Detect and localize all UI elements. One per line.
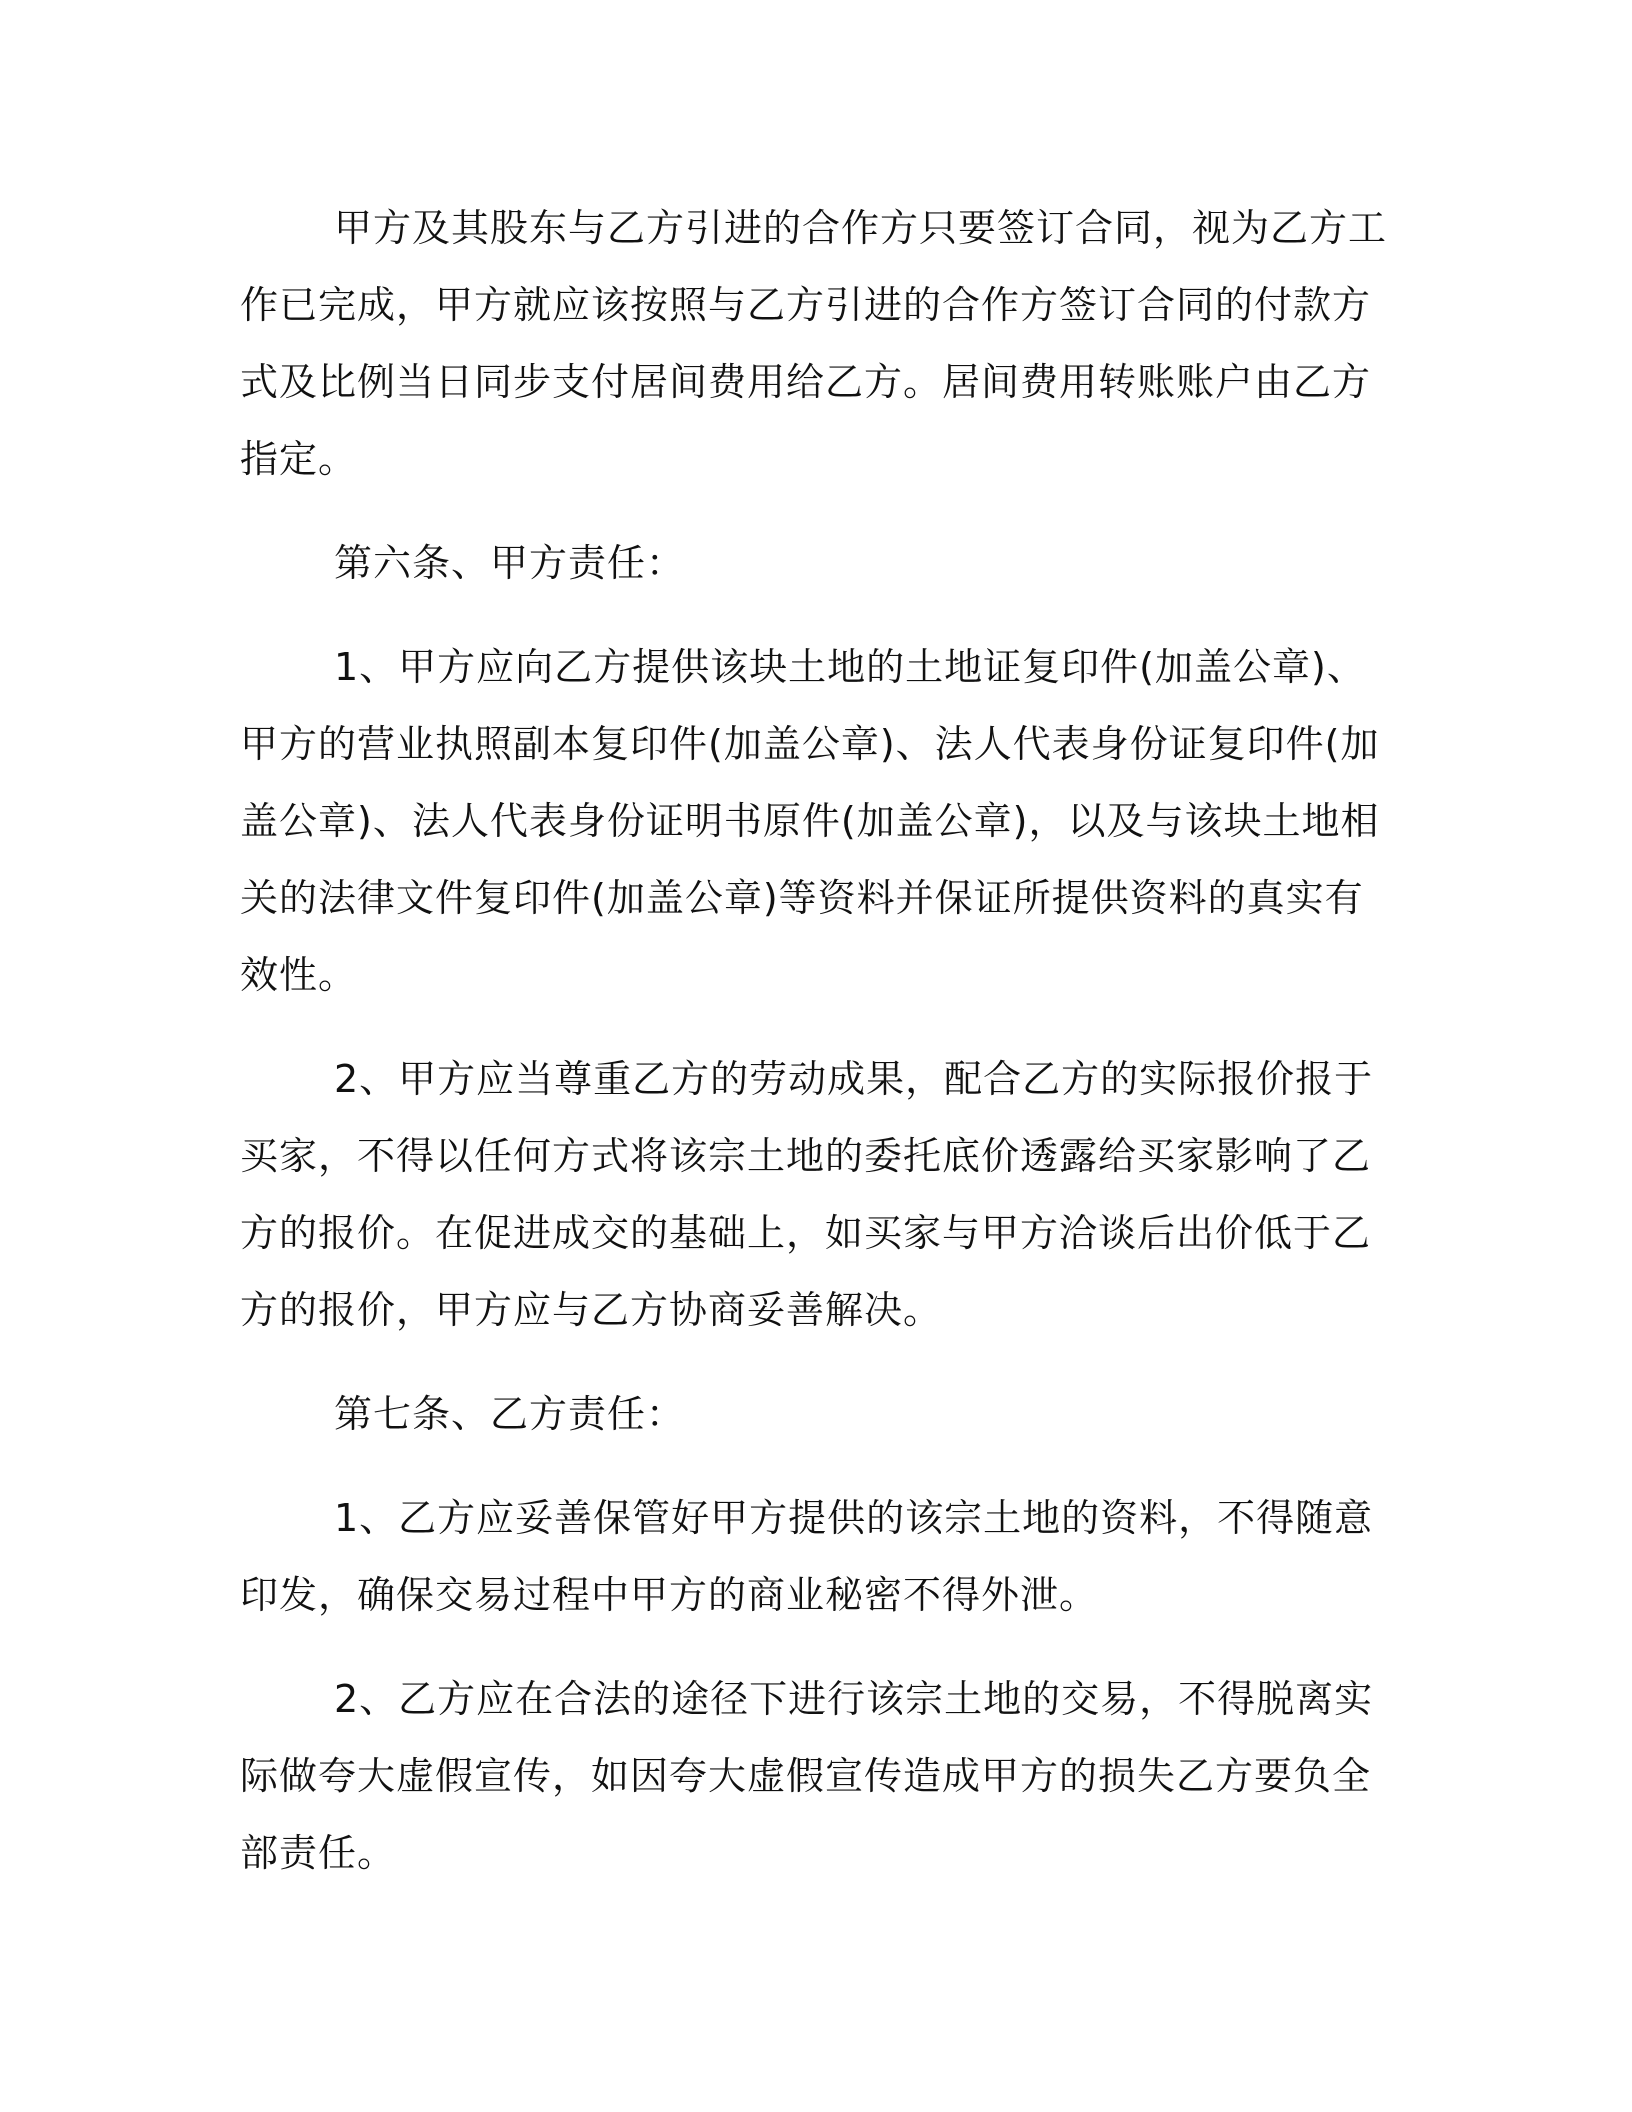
paragraph-payment-terms: 甲方及其股东与乙方引进的合作方只要签订合同，视为乙方工作已完成，甲方就应该按照与乙方引进的合作方签订合同的付款方式及比例当日同步支付居间费用给乙方。居间费用转账账户由乙方指定。 [240,206,1388,481]
document-page [240,190,1390,1892]
heading-article-six: 第六条、甲方责任： [334,541,686,585]
paragraph-article-seven-item-1: 1、乙方应妥善保管好甲方提供的该宗土地的资料，不得随意印发，确保交易过程中甲方的商业秘密不得外泄。 [240,1496,1374,1617]
paragraph-article-seven-item-2: 2、乙方应在合法的途径下进行该宗土地的交易，不得脱离实际做夸大虚假宣传，如因夸大虚假宣传造成甲方的损失乙方要负全部责任。 [240,1677,1374,1875]
paragraph-article-six-item-2: 2、甲方应当尊重乙方的劳动成果，配合乙方的实际报价报于买家，不得以任何方式将该宗土地的委托底价透露给买家影响了乙方的报价。在促进成交的基础上，如买家与甲方洽谈后出价低于乙方的报价，甲方应与乙方协商妥善解决。 [240,1057,1374,1332]
heading-article-seven: 第七条、乙方责任： [334,1392,686,1436]
paragraph-article-six-item-1: 1、甲方应向乙方提供该块土地的土地证复印件(加盖公章)、甲方的营业执照副本复印件(加盖公章)、法人代表身份证复印件(加盖公章)、法人代表身份证明书原件(加盖公章)，以及与该块土地相关的法律文件复印件(加盖公章)等资料并保证所提供资料的真实有效性。 [240,645,1380,997]
